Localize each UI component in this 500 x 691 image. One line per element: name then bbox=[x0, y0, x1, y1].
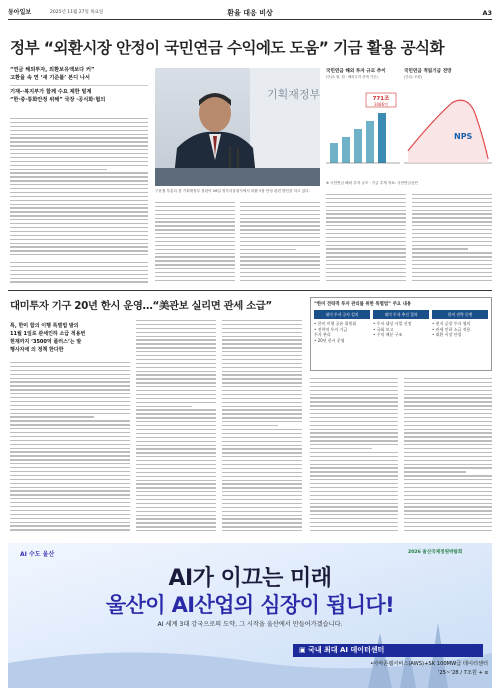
ad-badge-text: 국내 최대 AI 데이터센터 bbox=[308, 646, 385, 654]
sidebar-item: • 20년 한시 운영 bbox=[314, 337, 345, 343]
article-text bbox=[326, 194, 406, 286]
newspaper-logo: 동아일보 bbox=[8, 9, 32, 16]
line-chart bbox=[404, 81, 492, 171]
ad-brand-right: 2026 울산국제정원박람회 bbox=[408, 550, 463, 555]
main-deck bbox=[10, 66, 148, 104]
ad-subtext: AI 세계 3대 강국으로의 도약, 그 시작을 울산에서 만들어가겠습니다. bbox=[157, 621, 343, 628]
sidebar-title: “한미 전략적 투자 관리를 위한 특별법” 주요 내용 bbox=[314, 302, 412, 307]
sub-deck bbox=[10, 322, 130, 354]
ad-brand: AI 수도 울산 bbox=[20, 551, 55, 558]
article-text bbox=[240, 202, 320, 286]
sidebar-column bbox=[373, 310, 429, 343]
article-text bbox=[155, 202, 235, 286]
chart-badge-sub: 3086억 bbox=[373, 102, 389, 107]
ad-slogan: 울산이 AI산업의 심장이 됩니다! bbox=[105, 593, 395, 617]
ad-badge bbox=[293, 644, 483, 657]
chart-overseas-investment bbox=[326, 68, 400, 178]
sidebar-item: • 한미 이행 공유 위원회 bbox=[314, 321, 357, 326]
article-text bbox=[412, 194, 492, 286]
wall-text: 기획재정부 bbox=[267, 88, 320, 101]
sidebar-column bbox=[432, 310, 488, 343]
article-text bbox=[10, 362, 130, 538]
page-number: A3 bbox=[482, 9, 492, 17]
deck-line: 기재-·복지부가 함께 수요 제한 밑계 bbox=[10, 85, 148, 96]
ad-detail: •아마존웹서비스(AWS)+SK 100MW급 데이터센터 bbox=[370, 661, 488, 667]
sidebar-item: • 외환 시장 안정 bbox=[432, 332, 462, 337]
chart-title: 국민연금 적립기금 전망 bbox=[404, 69, 452, 74]
sidebar-item: • 수익 배분 구조 bbox=[373, 332, 403, 337]
chart-title: 국민연금 해외 투자 규모 추이 bbox=[326, 69, 386, 74]
sub-headline: 대미투자 기구 20년 한시 운영…“美관보 실리면 관세 소급” bbox=[10, 300, 272, 312]
sidebar-col-header: 대미 투자 추진 절차 bbox=[373, 310, 429, 319]
deck-line: 11월 1일로 관세인하 소급 적용번 bbox=[10, 331, 86, 337]
advertisement bbox=[8, 543, 492, 688]
deck-line: 행사자에 의 정책 한다한 bbox=[10, 347, 64, 353]
sidebar-box bbox=[310, 297, 492, 371]
ad-headline: AI가 이끄는 미래 bbox=[168, 566, 332, 591]
article-text bbox=[136, 320, 216, 538]
deck-line: “연금 해외투자, 외환보유액보다 커” bbox=[10, 67, 95, 73]
article-text bbox=[10, 262, 148, 286]
sidebar-col-header: 대미 투자 공사 설치 bbox=[314, 310, 370, 319]
chart-fund-projection bbox=[404, 68, 492, 178]
article-text bbox=[222, 320, 302, 538]
official-speaking-image bbox=[155, 68, 320, 186]
deck-line: “한·중·통화안정 위해” 국장 ·공식화·협의 bbox=[10, 97, 106, 103]
main-headline: 정부 “외환시장 안정이 국민연금 수익에도 도움” 기금 활용 공식화 bbox=[10, 39, 444, 57]
bar-chart bbox=[326, 81, 400, 171]
sidebar-item: • 전략적 투자 기금 bbox=[314, 326, 348, 332]
deck-line: 현재까지 ‘3500억 플러스’는 발 bbox=[10, 339, 82, 345]
deck-line: 특, 한미 합의 이행 특별법 발의 bbox=[10, 323, 79, 329]
chart-badge: 771조 bbox=[372, 96, 390, 102]
chart-subtitle: (단위: 조원) bbox=[404, 75, 422, 79]
chart-caption: ※ 국민연금 해외 투자 규모 · 기금 추계 자료: 국민연금공단 bbox=[326, 181, 419, 185]
article-text bbox=[310, 378, 398, 538]
sidebar-item: • 투자 대상 사업 선정 bbox=[373, 321, 412, 326]
photo-caption: 구윤철 부총리 겸 기획재정부 장관이 26일 정부서울청사에서 외환시장 안정 관련 발언을 하고 있다. bbox=[155, 189, 310, 193]
ad-date: ‘25~‘28 / 7조원 + α bbox=[437, 670, 488, 676]
nps-logo: NPS bbox=[454, 132, 473, 141]
issue-date: 2025년 11월 27일 목요일 bbox=[50, 10, 104, 15]
article-text bbox=[10, 118, 148, 258]
chart-subtitle: (단위: 원, 원 · 해외투자 잔액 기준) bbox=[326, 75, 378, 79]
deck-line: 고환율 속 연 ‘새 기준틀’ 본디 나서 bbox=[10, 75, 90, 81]
news-photo bbox=[155, 68, 320, 186]
article-text bbox=[404, 378, 492, 538]
sidebar-item: 투자 관리 bbox=[314, 332, 331, 337]
sidebar-col-header: 한미 전략 동맹 bbox=[432, 310, 488, 319]
datacenter-icon: ▣ bbox=[299, 646, 309, 654]
sidebar-item: • 국회 보고 bbox=[373, 326, 394, 332]
masthead bbox=[8, 6, 492, 20]
sidebar-column bbox=[314, 310, 370, 343]
sidebar-item: • 관세 인하 소급 적용 bbox=[432, 326, 471, 332]
section-divider bbox=[8, 290, 492, 291]
section-title: 환율 대응 비상 bbox=[227, 9, 273, 17]
sidebar-item: • 현지 공장 투자 협의 bbox=[432, 321, 471, 326]
